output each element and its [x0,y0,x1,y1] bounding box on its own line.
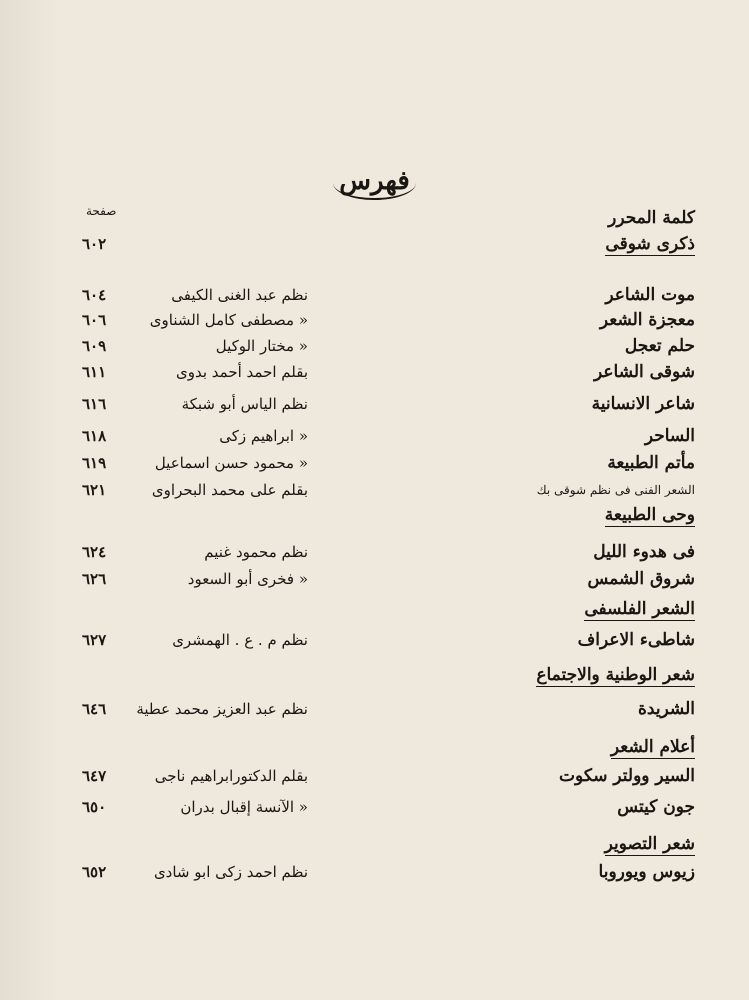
toc-title-text: السير وولتر سكوت [559,766,695,786]
toc-entry [0,283,749,307]
toc-entry-title [375,308,695,332]
toc-entry-title [375,764,695,788]
toc-entry-page-number: ٦١٦ [82,395,107,413]
toc-entry-title [375,334,695,358]
toc-entry [0,697,749,721]
toc-entry [0,503,749,527]
toc-entry [0,451,749,475]
toc-section-title [375,735,695,759]
toc-title-text: شاطىء الاعراف [577,630,695,650]
toc-title-text: الشعر الفنى فى نظم شوقى بك [536,483,695,497]
toc-entry-author: « مختار الوكيل [215,337,308,355]
toc-entry [0,206,749,230]
toc-entry-page-number: ٦١٩ [82,454,107,472]
toc-title-text: ذكرى شوقى [605,234,695,254]
toc-entry-page-number: ٦٢١ [82,481,107,499]
toc-entry [0,795,749,819]
toc-title-text: الشعر الفلسفى [584,599,695,619]
toc-entry-page-number: ٦٢٤ [82,543,107,561]
toc-entry-author: « ابراهيم زكى [219,427,308,445]
toc-entry [0,663,749,687]
toc-title-text: الساحر [644,426,695,446]
toc-title-text: جون كيتس [617,797,695,817]
toc-entry-page-number: ٦٢٧ [82,631,107,649]
toc-entry-author: « مصطفى كامل الشناوى [149,311,308,329]
toc-entry-author: « محمود حسن اسماعيل [154,454,308,472]
toc-entry-author: نظم الياس أبو شبكة [181,395,308,413]
toc-title-text: حلم تعجل [624,336,695,356]
toc-entry-author: نظم عبد العزيز محمد عطية [136,700,308,718]
toc-entry [0,764,749,788]
toc-entry [0,424,749,448]
toc-entry-page-number: ٦١١ [82,363,107,381]
toc-entry [0,334,749,358]
toc-entry [0,308,749,332]
toc-entry [0,392,749,416]
toc-title-text: معجزة الشعر [599,310,695,330]
page-column-label: صفحة [86,204,117,218]
toc-entry-title [375,424,695,448]
toc-entry [0,628,749,652]
toc-entry-page-number: ٦٠٦ [82,311,107,329]
toc-entry-page-number: ٦٤٦ [82,700,107,718]
toc-title-text: شروق الشمس [587,569,695,589]
toc-entry-title [375,360,695,384]
toc-section-title [375,663,695,687]
toc-entry [0,860,749,884]
toc-entry-page-number: ٦٠٢ [82,235,107,253]
toc-entry-title [375,567,695,591]
toc-entry [0,832,749,856]
toc-entry-page-number: ٦٠٤ [82,286,107,304]
toc-entry-title [375,206,695,230]
toc-entry-title [375,540,695,564]
toc-entry-title [375,283,695,307]
toc-title-text: زيوس ويوروبا [598,862,695,882]
toc-entry-author: نظم محمود غنيم [204,543,308,561]
toc-entry [0,360,749,384]
toc-entry [0,478,749,502]
toc-entry-title [375,860,695,884]
toc-entry-page-number: ٦٤٧ [82,767,107,785]
toc-entry-author: نظم م . ع . الهمشرى [172,631,308,649]
toc-entry-title [375,795,695,819]
toc-title-text: فى هدوء الليل [593,542,695,562]
toc-entry-title [375,478,695,502]
toc-title-text: وحى الطبيعة [604,505,695,525]
toc-entry-author: « الآنسة إقبال بدران [180,798,308,816]
toc-title-text: شعر الوطنية والاجتماع [536,665,695,685]
toc-entry [0,232,749,256]
toc-entry-author: بقلم الدكتورابراهيم ناجى [154,767,308,785]
toc-entry-page-number: ٦٥٢ [82,863,107,881]
toc-section-title [375,597,695,621]
toc-title-text: شعر التصوير [604,834,695,854]
toc-entry-author: نظم عبد الغنى الكيفى [171,286,308,304]
page-title-text: فهرس [333,166,416,200]
toc-section-title [375,232,695,256]
toc-title-text: مأتم الطبيعة [607,453,695,473]
toc-entry-page-number: ٦٢٦ [82,570,107,588]
toc-entry-title [375,628,695,652]
toc-title-text: شاعر الانسانية [591,394,695,414]
toc-title-text: كلمة المحرر [608,208,695,228]
toc-entry [0,735,749,759]
toc-section-title [375,503,695,527]
toc-entry-page-number: ٦١٨ [82,427,107,445]
toc-entry-author: نظم احمد زكى ابو شادى [153,863,308,881]
toc-entry-author: « فخرى أبو السعود [187,570,308,588]
toc-title-text: شوقى الشاعر [593,362,695,382]
toc-entry-page-number: ٦٥٠ [82,798,107,816]
toc-title-text: الشريدة [637,699,695,719]
toc-section-title [375,832,695,856]
toc-entry [0,567,749,591]
toc-entry-author: بقلم احمد أحمد بدوى [175,363,308,381]
toc-entry [0,597,749,621]
toc-entry-title [375,697,695,721]
toc-title-text: موت الشاعر [605,285,695,305]
toc-entry-title [375,451,695,475]
toc-entry-title [375,392,695,416]
toc-entry-page-number: ٦٠٩ [82,337,107,355]
toc-entry-author: بقلم على محمد البحراوى [151,481,308,499]
toc-entry [0,540,749,564]
toc-title-text: أعلام الشعر [610,737,695,757]
